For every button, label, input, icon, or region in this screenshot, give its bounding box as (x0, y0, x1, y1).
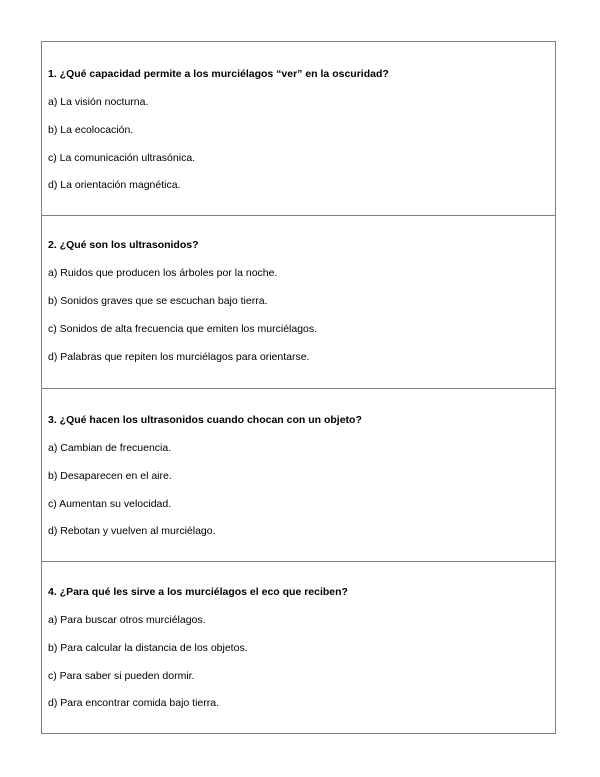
option-b: b) Para calcular la distancia de los objetos. (48, 642, 248, 654)
option-a: a) Ruidos que producen los árboles por la noche. (48, 267, 278, 279)
option-a: a) Para buscar otros murciélagos. (48, 614, 206, 626)
question-title: 3. ¿Qué hacen los ultrasonidos cuando chocan con un objeto? (48, 414, 362, 426)
question-block-2 (42, 215, 555, 388)
question-block-4 (42, 561, 555, 733)
question-title: 4. ¿Para qué les sirve a los murciélagos el eco que reciben? (48, 586, 348, 598)
option-c: c) La comunicación ultrasónica. (48, 152, 196, 164)
option-b: b) La ecolocación. (48, 124, 134, 136)
option-a: a) Cambian de frecuencia. (48, 442, 172, 454)
quiz-table (41, 41, 556, 734)
option-d: d) Palabras que repiten los murciélagos para orientarse. (48, 351, 310, 363)
question-title: 2. ¿Qué son los ultrasonidos? (48, 239, 199, 251)
option-c: c) Sonidos de alta frecuencia que emiten los murciélagos. (48, 323, 318, 335)
option-a: a) La visión nocturna. (48, 96, 149, 108)
option-d: d) Para encontrar comida bajo tierra. (48, 697, 219, 709)
option-b: b) Desaparecen en el aire. (48, 470, 172, 482)
option-b: b) Sonidos graves que se escuchan bajo tierra. (48, 295, 268, 307)
question-title: 1. ¿Qué capacidad permite a los murciélagos “ver” en la oscuridad? (48, 68, 389, 80)
option-c: c) Aumentan su velocidad. (48, 498, 172, 510)
option-d: d) Rebotan y vuelven al murciélago. (48, 525, 216, 537)
question-block-3 (42, 388, 555, 561)
option-c: c) Para saber si pueden dormir. (48, 670, 195, 682)
option-d: d) La orientación magnética. (48, 179, 181, 191)
question-block-1 (42, 42, 555, 215)
